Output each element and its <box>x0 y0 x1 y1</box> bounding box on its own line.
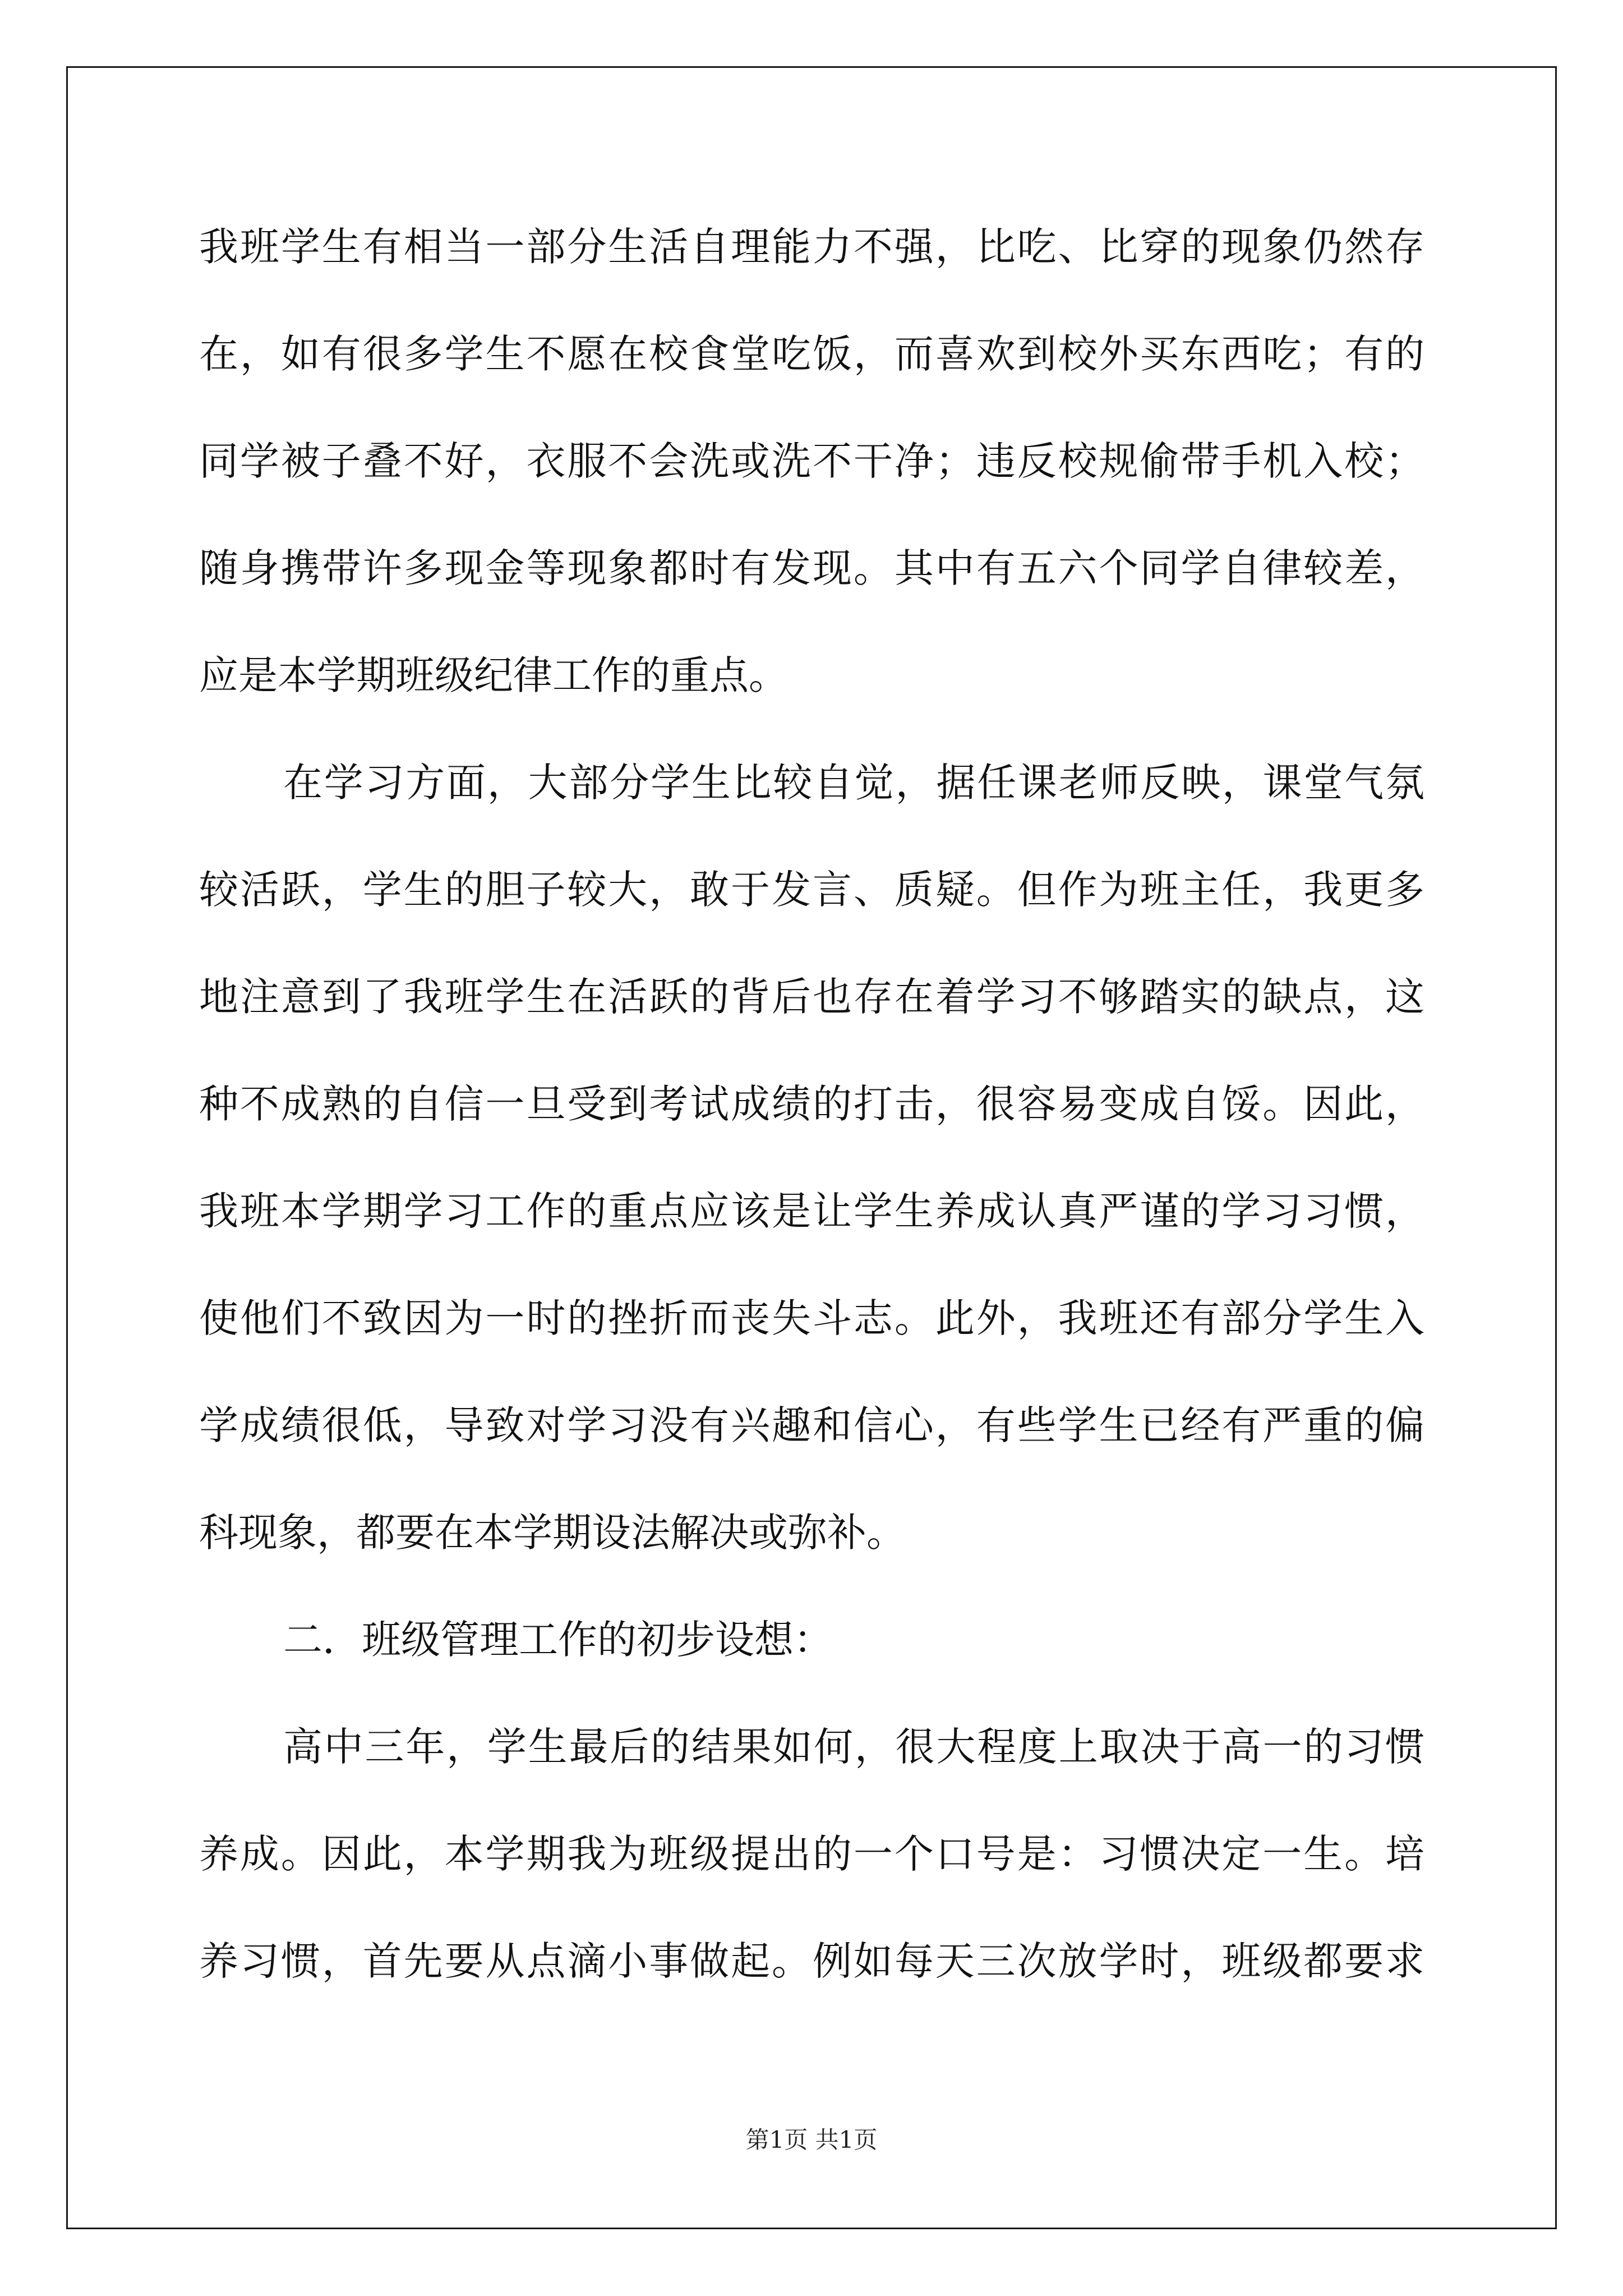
page-footer: 第1页 共1页 <box>745 2126 878 2154</box>
text-line: 种不成熟的自信一旦受到考试成绩的打击，很容易变成自馁。因此， <box>199 1081 1424 1127</box>
text-line: 学成绩很低，导致对学习没有兴趣和信心，有些学生已经有严重的偏 <box>199 1402 1424 1448</box>
text-line: 养成。因此，本学期我为班级提出的一个口号是：习惯决定一生。培 <box>199 1831 1424 1877</box>
text-line: 科现象，都要在本学期设法解决或弥补。 <box>199 1510 906 1556</box>
text-line: 较活跃，学生的胆子较大，敢于发言、质疑。但作为班主任，我更多 <box>199 867 1424 913</box>
text-line: 养习惯，首先要从点滴小事做起。例如每天三次放学时，班级都要求 <box>199 1938 1424 1984</box>
text-line: 随身携带许多现金等现象都时有发现。其中有五六个同学自律较差， <box>199 545 1424 591</box>
page-border <box>66 66 1557 2229</box>
text-line: 在，如有很多学生不愿在校食堂吃饭，而喜欢到校外买东西吃；有的 <box>199 331 1424 377</box>
text-line: 我班学生有相当一部分生活自理能力不强，比吃、比穿的现象仍然存 <box>199 224 1424 270</box>
text-line: 地注意到了我班学生在活跃的背后也存在着学习不够踏实的缺点，这 <box>199 974 1424 1020</box>
text-line: 使他们不致因为一时的挫折而丧失斗志。此外，我班还有部分学生入 <box>199 1295 1424 1341</box>
text-line: 在学习方面，大部分学生比较自觉，据任课老师反映，课堂气氛 <box>283 760 1424 806</box>
text-line: 同学被子叠不好，衣服不会洗或洗不干净；违反校规偷带手机入校； <box>199 438 1424 484</box>
section-heading: 二．班级管理工作的初步设想： <box>283 1617 833 1663</box>
text-line: 高中三年，学生最后的结果如何，很大程度上取决于高一的习惯 <box>283 1724 1424 1770</box>
text-line: 应是本学期班级纪律工作的重点。 <box>199 652 788 698</box>
text-line: 我班本学期学习工作的重点应该是让学生养成认真严谨的学习习惯， <box>199 1188 1424 1234</box>
